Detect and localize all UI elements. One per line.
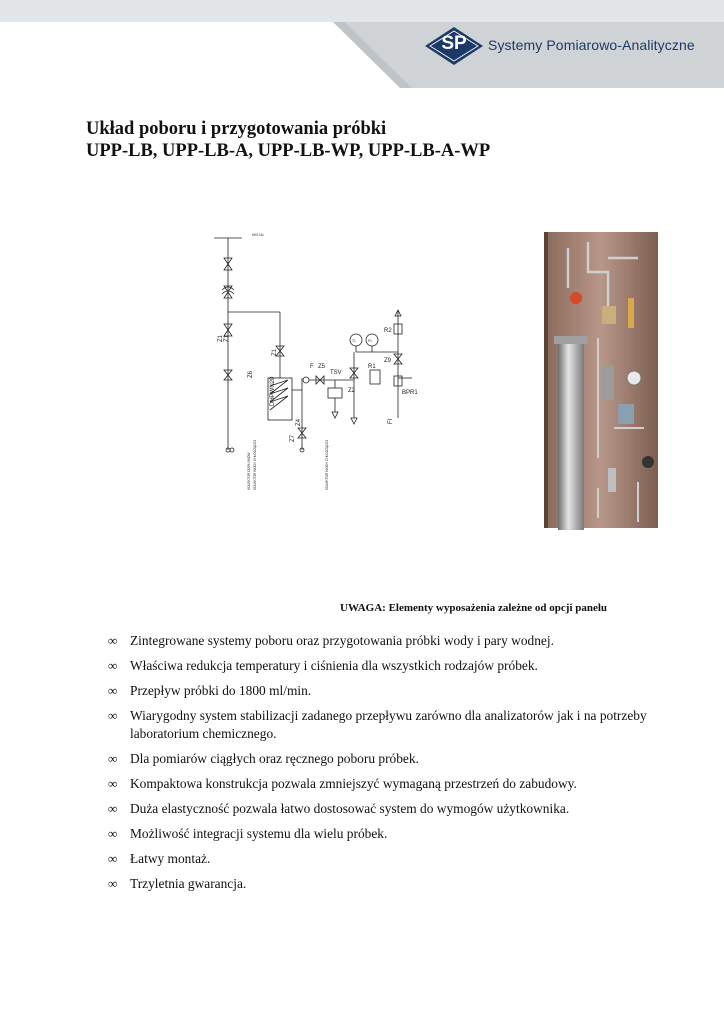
list-item	[108, 850, 648, 868]
list-item	[108, 657, 648, 675]
collector-right: KOLEKTOR WODY CHŁODZĄCEJ	[325, 439, 329, 490]
collector-left-2: KOLEKTOR WODY CHŁODZĄCEJ	[253, 439, 257, 490]
list-item	[108, 775, 648, 793]
list-item	[108, 707, 648, 743]
label-z2: Z2	[348, 388, 356, 394]
feature-text: Wiarygodny system stabilizacji zadanego przepływu zarówno dla analizatorów jak i na potrzeby laboratorium chemicznego.	[130, 708, 647, 741]
infinity-bullet-icon: ∞	[108, 708, 118, 723]
infinity-bullet-icon: ∞	[108, 683, 118, 698]
infinity-bullet-icon: ∞	[108, 851, 118, 866]
label-z1b: Z1	[224, 334, 230, 342]
company-name: Systemy Pomiarowo-Analityczne	[488, 37, 695, 53]
label-r1: R1	[368, 364, 376, 370]
label-p1: P1	[368, 339, 372, 343]
title-line-2: UPP-LB, UPP-LB-A, UPP-LB-WP, UPP-LB-A-WP	[86, 141, 491, 161]
label-tsv: TSV	[330, 370, 342, 376]
list-item	[108, 875, 648, 893]
label-z9: Z9	[384, 358, 392, 364]
feature-list	[108, 632, 648, 900]
list-item	[108, 800, 648, 818]
feature-text: Kompaktowa konstrukcja pozwala zmniejszyć wymaganą przestrzeń do zabudowy.	[130, 776, 577, 791]
feature-text: Duża elastyczność pozwala łatwo dostosować system do wymogów użytkownika.	[130, 801, 570, 816]
list-item	[108, 632, 648, 650]
feature-text: Przepływ próbki do 1800 ml/min.	[130, 683, 312, 698]
company-logo	[424, 26, 484, 66]
label-z1c: Z1	[272, 348, 278, 356]
infinity-bullet-icon: ∞	[108, 658, 118, 673]
feature-text: Dla pomiarów ciągłych oraz ręcznego poboru próbek.	[130, 751, 419, 766]
feature-text: Zintegrowane systemy poboru oraz przygotowania próbki wody i pary wodnej.	[130, 633, 554, 648]
piping-diagram	[206, 228, 420, 520]
infinity-bullet-icon: ∞	[108, 876, 118, 891]
feature-text: Łatwy montaż.	[130, 851, 211, 866]
document-title	[86, 118, 490, 162]
label-fi: FI	[388, 418, 394, 424]
infinity-bullet-icon: ∞	[108, 776, 118, 791]
logo-text: SP	[441, 33, 467, 54]
infinity-bullet-icon: ∞	[108, 633, 118, 648]
infinity-bullet-icon: ∞	[108, 826, 118, 841]
list-item	[108, 750, 648, 768]
infinity-bullet-icon: ∞	[108, 751, 118, 766]
label-r2: R2	[384, 328, 392, 334]
label-z5: Z5	[318, 364, 326, 370]
kks-label: KKS No.	[252, 233, 265, 237]
label-f: F	[310, 364, 314, 370]
list-item	[108, 825, 648, 843]
label-z1a: Z1	[218, 334, 224, 342]
note-warning: UWAGA: Elementy wyposażenia zależne od opcji panelu	[340, 602, 608, 614]
feature-text: Możliwość integracji systemu dla wielu próbek.	[130, 826, 388, 841]
label-t1: T1	[352, 339, 356, 343]
label-bpr1: BPR1	[402, 390, 418, 396]
label-z4: Z4	[296, 418, 302, 426]
title-line-1: Układ poboru i przygotowania próbki	[86, 119, 387, 139]
infinity-bullet-icon: ∞	[108, 801, 118, 816]
product-photo	[538, 228, 664, 534]
label-z7: Z7	[290, 434, 296, 442]
collector-left-1: KOLEKTOR ODPŁYWÓW	[247, 452, 251, 490]
feature-text: Trzyletnia gwarancja.	[130, 876, 247, 891]
label-z6: Z6	[248, 370, 254, 378]
label-dhpwn20: DHPWN20	[270, 376, 276, 406]
list-item	[108, 682, 648, 700]
feature-text: Właściwa redukcja temperatury i ciśnienia dla wszystkich rodzajów próbek.	[130, 658, 538, 673]
